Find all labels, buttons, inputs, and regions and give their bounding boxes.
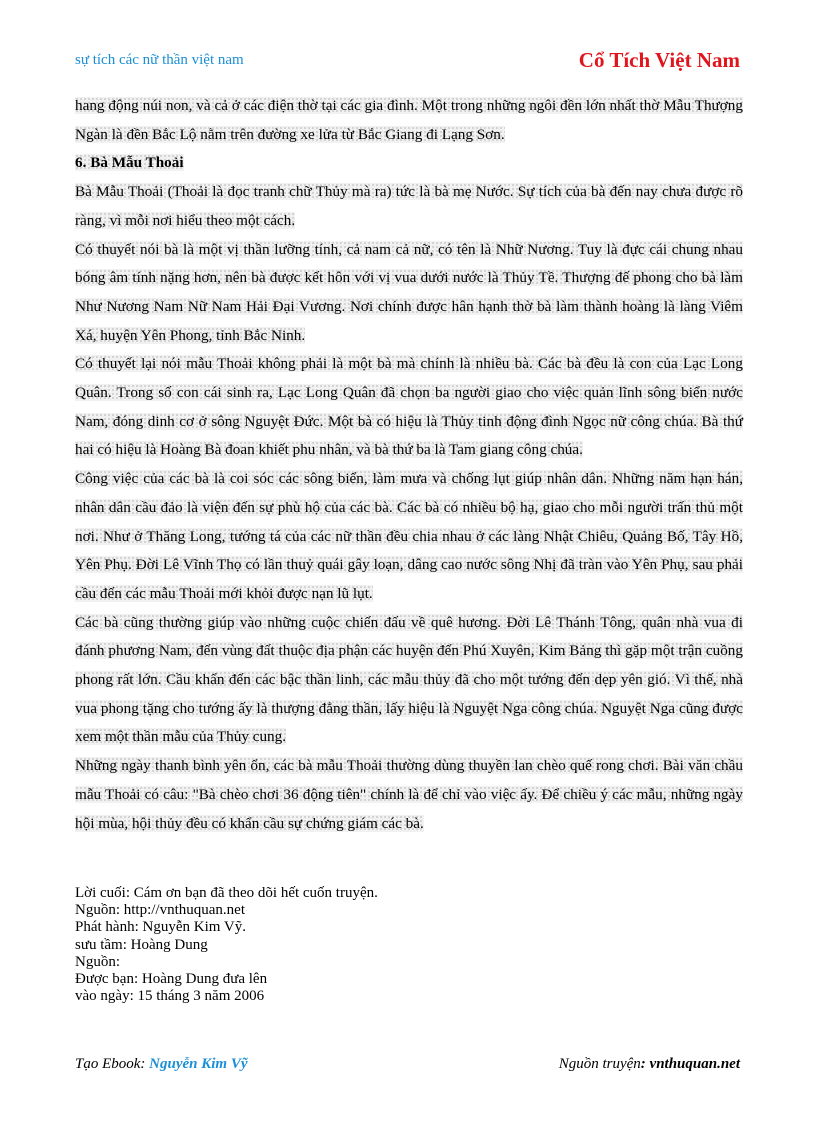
paragraph-text: hang động núi non, và cả ở các điện thờ tại các gia đình. Một trong những ngôi đền lớn nhất thờ Mẫu Thượng Ngàn là đền Bắc Lộ nằm trên đường xe lửa từ Bắc Giang đi Lạng Sơn.	[75, 97, 743, 143]
date-line: vào ngày: 15 tháng 3 năm 2006	[75, 988, 265, 1005]
paragraph-text: Công việc của các bà là coi sóc các sông biển, làm mưa và chống lụt giúp nhân dân. Những năm hạn hán, nhân dân cầu đảo là viện đến sự phù hộ của các bà. Các bà có nhiều bộ hạ, giao cho mỗi người trấn thủ một nơi. Như ở Thăng Long, tướng tá của các nữ thần đều chia nhau ở các làng Nhật Chiêu, Quảng Bố, Tây Hồ, Yên Phụ. Đời Lê Vĩnh Thọ có lần thuỷ quái gây loạn, dâng cao nước sông Nhị đã tràn vào Yên Phụ, sau phải cầu đến các mẫu Thoải mới khỏi được nạn lũ lụt.	[75, 470, 743, 602]
paragraph	[75, 178, 743, 235]
footer-source-credit	[559, 1056, 740, 1073]
footer-left-separator: :	[140, 1056, 150, 1072]
footer-author-name: Nguyễn Kim Vỹ	[149, 1056, 248, 1072]
header-left-title: sự tích các nữ thần việt nam	[75, 52, 244, 68]
footer-right-separator: :	[640, 1056, 650, 1072]
section-heading	[75, 149, 743, 178]
paragraph-text: Có thuyết lại nói mẫu Thoải không phải là một bà mà chính là nhiều bà. Các bà đều là con của Lạc Long Quân. Trong số con cái sinh ra, Lạc Long Quân đã chọn ba người giao cho việc quản lĩnh sông biển nước Nam, đóng dinh cơ ở sông Nguyệt Đức. Một bà có hiệu là Thủy tinh động đình Ngọc nữ công chúa. Bà thứ hai có hiệu là Hoàng Bà đoan khiết phu nhân, và bà thứ ba là Tam giang công chúa.	[75, 355, 743, 459]
footer-right-label: Nguồn truyện	[558, 1056, 641, 1072]
publisher-line: Phát hành: Nguyễn Kim Vỹ.	[75, 919, 246, 936]
paragraph	[75, 752, 743, 838]
source-line: Nguồn: http://vnthuquan.net	[75, 902, 245, 919]
paragraph	[75, 609, 743, 753]
paragraph-text: Những ngày thanh bình yên ổn, các bà mẫu Thoải thường dùng thuyền lan chèo quế rong chơi. Bài văn chầu mẫu Thoải có câu: "Bà chèo chơi 36 động tiên" chính là để chỉ vào việc ấy. Để chiều ý các mẫu, những ngày hội mùa, hội thủy đều có khẩn cầu sự chứng giám các bà.	[75, 757, 743, 832]
closing-line: Lời cuối: Cám ơn bạn đã theo dõi hết cuốn truyện.	[75, 885, 378, 901]
footer-left-label: Tạo Ebook	[75, 1056, 141, 1072]
collector-line: sưu tầm: Hoàng Dung	[75, 936, 208, 953]
uploader-line: Được bạn: Hoàng Dung đưa lên	[75, 971, 268, 988]
paragraph	[75, 236, 743, 351]
paragraph-continuation	[75, 92, 743, 149]
document-body	[75, 92, 743, 838]
paragraph	[75, 465, 743, 609]
footer-source-site: vnthuquan.net	[649, 1056, 740, 1072]
paragraph-text: Có thuyết nói bà là một vị thần lưỡng tính, cả nam cả nữ, có tên là Nhữ Nương. Tuy là đực cái chung nhau bóng âm tính nặng hơn, nên bà được kết hôn với vị vua dưới nước là Thủy Tề. Thượng đế phong cho bà làm Như Nương Nam Nữ Nam Hải Đại Vương. Nơi chính được hân hạnh thờ bà làm thành hoàng là làng Viêm Xá, huyện Yên Phong, tỉnh Bắc Ninh.	[75, 240, 743, 344]
header-right-title: Cổ Tích Việt Nam	[578, 48, 740, 72]
closing-notes	[75, 885, 378, 1005]
source-empty-line: Nguồn:	[75, 953, 120, 970]
section-heading-text: 6. Bà Mẫu Thoải	[75, 154, 184, 172]
paragraph	[75, 350, 743, 465]
paragraph-text: Bà Mẫu Thoải (Thoải là đọc tranh chữ Thủy mà ra) tức là bà mẹ Nước. Sự tích của bà đến nay chưa được rõ ràng, vì mỗi nơi hiểu theo một cách.	[75, 183, 743, 229]
paragraph-text: Các bà cũng thường giúp vào những cuộc chiến đấu về quê hương. Đời Lê Thánh Tông, quân nhà vua đi đánh phương Nam, đến vùng đất thuộc địa phận các huyện đến Phú Xuyên, Kim Bảng thì gặp một trận cuồng phong rất lớn. Cầu khẩn đến các bậc thần linh, các mẫu thủy đã cho một tướng đến dẹp yên gió. Vì thế, nhà vua phong tặng cho tướng ấy là thượng đẳng thần, lấy hiệu là Nguyệt Nga công chúa. Nguyệt Nga cũng được xem một thần mẫu của Thủy cung.	[75, 613, 743, 746]
footer-ebook-credit	[75, 1056, 248, 1073]
